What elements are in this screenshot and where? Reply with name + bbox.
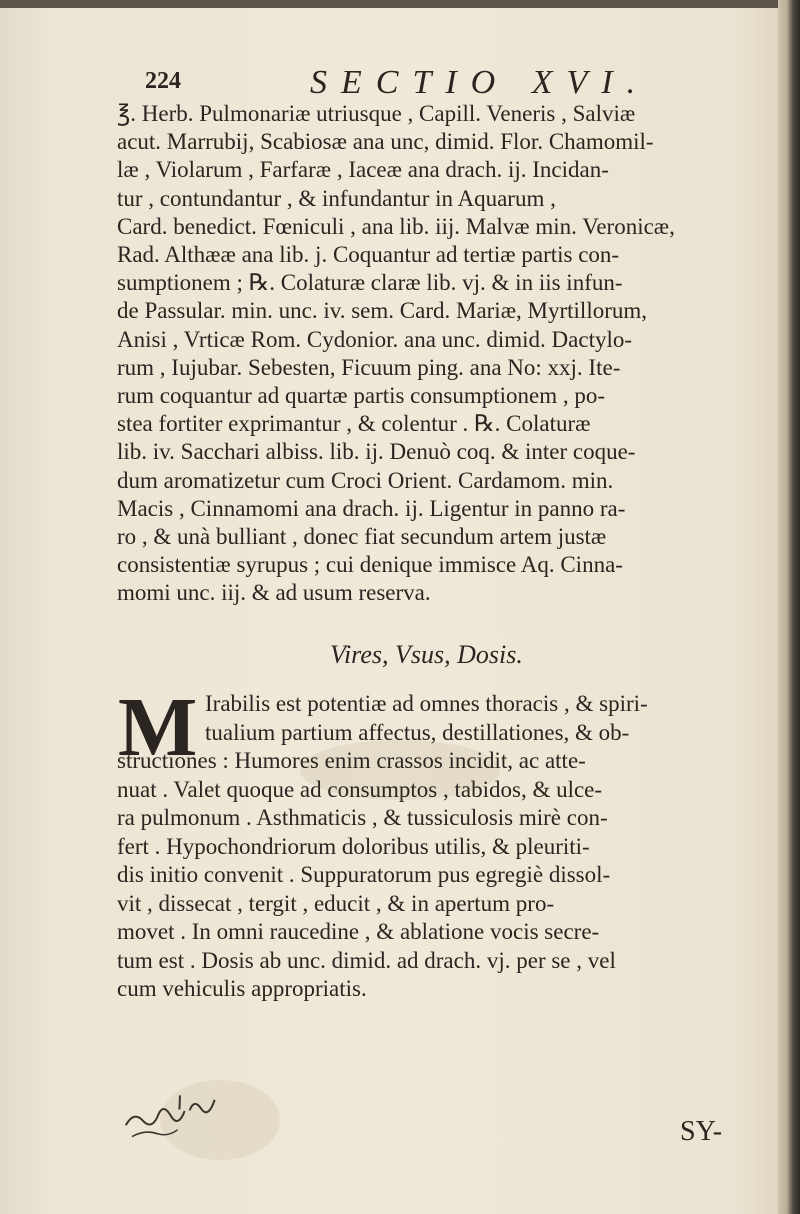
text-line: nuat . Valet quoque ad consumptos , tabidos, & ulce- bbox=[117, 776, 603, 802]
text-line: tualium partium affectus, destillationes, & ob- bbox=[205, 719, 630, 745]
drop-cap: M bbox=[118, 681, 198, 774]
running-title: SECTIO XVI. bbox=[310, 64, 650, 101]
text-line: tum est . Dosis ab unc. dimid. ad drach. vj. per se , vel bbox=[117, 947, 616, 973]
text-line: consistentiæ syrupus ; cui denique immisce Aq. Cinna- bbox=[117, 552, 623, 578]
page-header bbox=[145, 64, 765, 101]
text-line: lib. iv. Sacchari albiss. lib. ij. Denuò coq. & inter coque- bbox=[117, 439, 636, 465]
text-line: cum vehiculis appropriatis. bbox=[117, 976, 367, 1001]
scan-border-top bbox=[0, 0, 800, 8]
text-line: structiones : Humores enim crassos incidit, ac atte- bbox=[117, 748, 586, 773]
page-number: 224 bbox=[145, 68, 181, 94]
text-line: Rad. Althææ ana lib. j. Coquantur ad tertiæ partis con- bbox=[117, 242, 620, 268]
text-line: læ , Violarum , Farfaræ , Iaceæ ana drach. ij. Incidan- bbox=[117, 157, 609, 183]
page-gutter-edge bbox=[778, 0, 800, 1214]
text-line: sumptionem ; ℞. Colaturæ claræ lib. vj. & in iis infun- bbox=[117, 270, 623, 296]
text-line: rum , Iujubar. Sebesten, Ficuum ping. ana No: xxj. Ite- bbox=[117, 354, 621, 380]
text-line: Macis , Cinnamomi ana drach. ij. Ligentur in panno ra- bbox=[117, 495, 626, 521]
catchword: SY- bbox=[680, 1116, 723, 1147]
recipe-paragraph bbox=[117, 100, 777, 608]
text-line: tur , contundantur , & infundantur in Aquarum , bbox=[117, 185, 556, 211]
text-line: ra pulmonum . Asthmaticis , & tussiculosis mirè con- bbox=[117, 805, 608, 830]
text-line: stea fortiter exprimantur , & colentur . ℞. Colaturæ bbox=[117, 411, 591, 437]
section-heading: Vires, Vsus, Dosis. bbox=[330, 640, 523, 669]
text-line: Anisi , Vrticæ Rom. Cydonior. ana unc. dimid. Dactylo- bbox=[117, 326, 633, 352]
text-line: rum coquantur ad quartæ partis consumptionem , po- bbox=[117, 383, 606, 409]
text-line: acut. Marrubij, Scabiosæ ana unc, dimid. Flor. Chamomil- bbox=[117, 129, 654, 155]
text-line: momi unc. iij. & ad usum reserva. bbox=[117, 580, 431, 606]
text-line: de Passular. min. unc. iv. sem. Card. Mariæ, Myrtillorum, bbox=[117, 298, 648, 324]
text-line: Irabilis est potentiæ ad omnes thoracis , & spiri- bbox=[205, 691, 648, 716]
text-line: movet . In omni raucedine , & ablatione vocis secre- bbox=[117, 919, 600, 944]
text-line: Card. benedict. Fœniculi , ana lib. iij. Malvæ min. Veronicæ, bbox=[117, 213, 675, 239]
text-line: ro , & unà bulliant , donec fiat secundum artem justæ bbox=[117, 524, 607, 550]
text-line: fert . Hypochondriorum doloribus utilis, & pleuriti- bbox=[117, 833, 590, 859]
text-line: dis initio convenit . Suppuratorum pus egregiè dissol- bbox=[117, 862, 611, 887]
text-line: dum aromatizetur cum Croci Orient. Cardamom. min. bbox=[117, 467, 614, 493]
text-line: vit , dissecat , tergit , educit , & in apertum pro- bbox=[117, 890, 555, 916]
virtues-paragraph bbox=[117, 690, 777, 1004]
text-line: ℥. Herb. Pulmonariæ utriusque , Capill. Veneris , Salviæ bbox=[117, 101, 636, 126]
